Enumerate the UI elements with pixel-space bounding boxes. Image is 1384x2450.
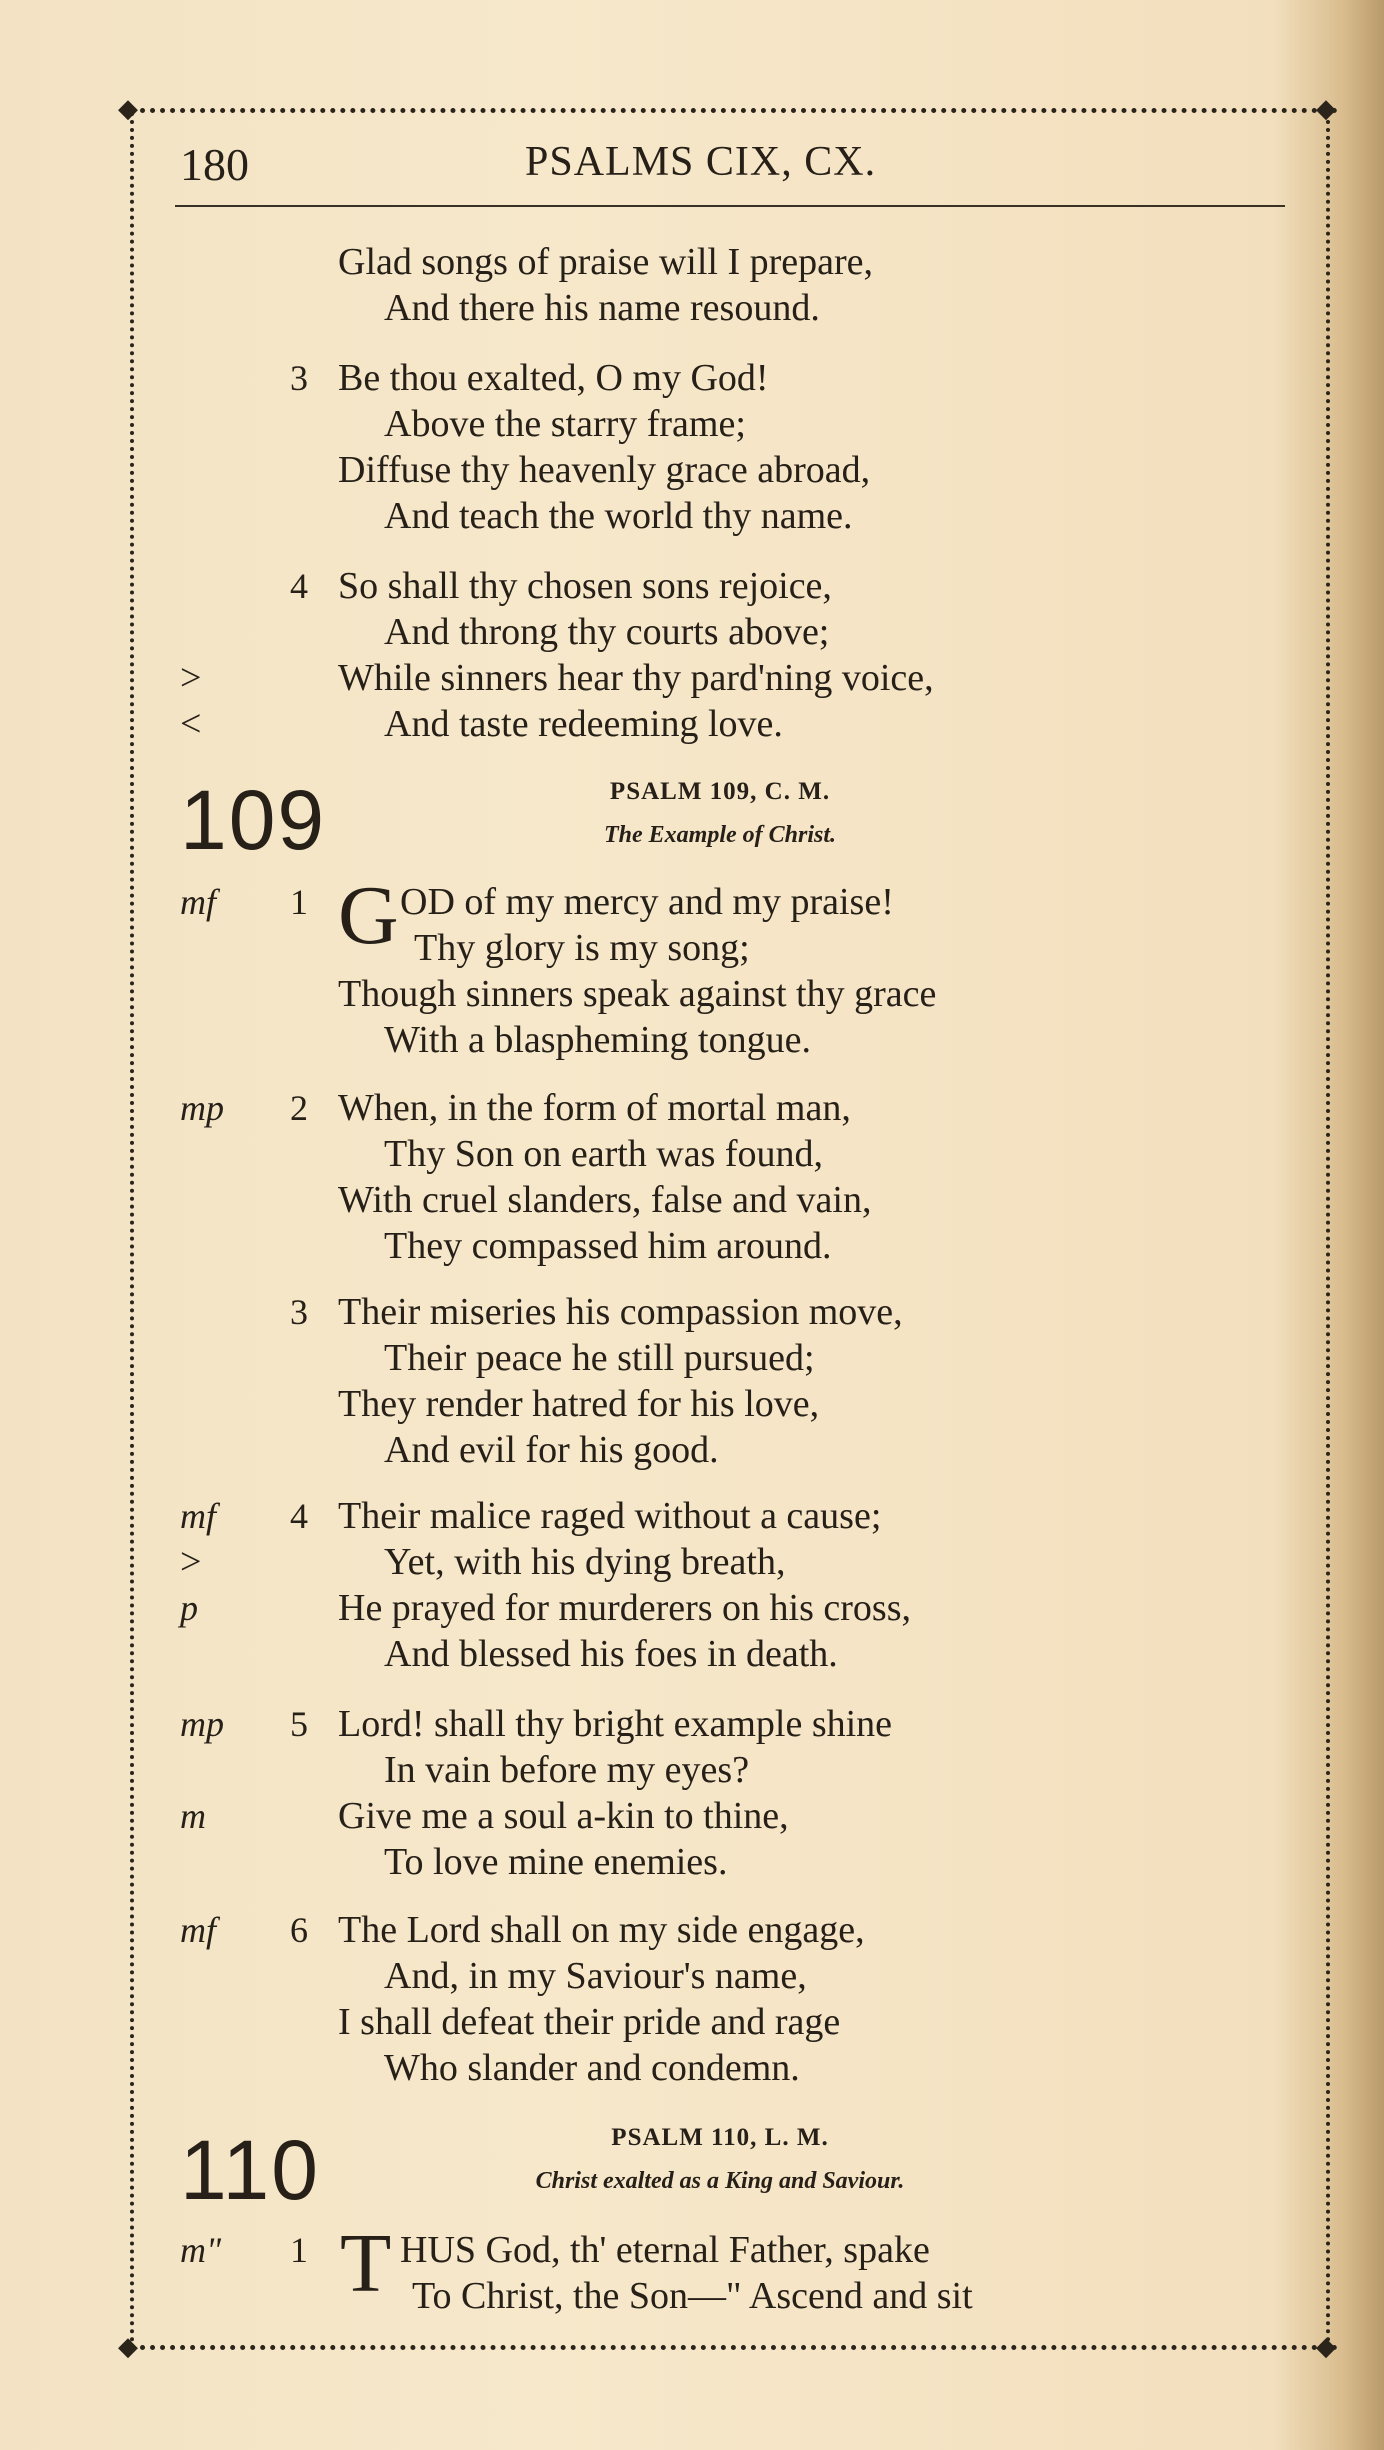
verse-line: They render hatred for his love, bbox=[338, 1383, 820, 1425]
dynamic-mark: mf bbox=[180, 882, 216, 922]
dynamic-mark: < bbox=[180, 703, 202, 745]
ornamental-border-top bbox=[120, 108, 1338, 113]
verse-line: Though sinners speak against thy grace bbox=[338, 973, 937, 1015]
verse-line: Lord! shall thy bright example shine bbox=[338, 1703, 893, 1745]
verse-line: And teach the world thy name. bbox=[384, 495, 853, 537]
verse-line: I shall defeat their pride and rage bbox=[338, 2001, 841, 2043]
verse-line: Thy Son on earth was found, bbox=[384, 1133, 824, 1175]
verse-line: So shall thy chosen sons rejoice, bbox=[338, 565, 832, 607]
verse-line: HUS God, th' eternal Father, spake bbox=[400, 2229, 930, 2271]
verse-line: Their miseries his compassion move, bbox=[338, 1291, 903, 1333]
corner-ornament-bottom-right: ◆ bbox=[1316, 2332, 1336, 2361]
drop-cap: T bbox=[340, 2217, 392, 2310]
dynamic-mark: mf bbox=[180, 1910, 216, 1950]
verse-line: And there his name resound. bbox=[384, 287, 820, 329]
verse-line: Thy glory is my song; bbox=[414, 927, 750, 969]
verse-line: While sinners hear thy pard'ning voice, bbox=[338, 657, 934, 699]
psalm-title: PSALM 110, L. M. bbox=[611, 2124, 829, 2151]
verse-number: 3 bbox=[290, 358, 308, 398]
verse-line: Their peace he still pursued; bbox=[384, 1337, 815, 1379]
verse-line: He prayed for murderers on his cross, bbox=[338, 1587, 911, 1629]
drop-cap: G bbox=[338, 869, 399, 962]
verse-number: 4 bbox=[290, 1496, 308, 1536]
verse-line: And, in my Saviour's name, bbox=[384, 1955, 807, 1997]
header-rule bbox=[175, 205, 1285, 207]
verse-line: To Christ, the Son—" Ascend and sit bbox=[412, 2275, 973, 2317]
dynamic-mark: mf bbox=[180, 1496, 216, 1536]
verse-line: Give me a soul a-kin to thine, bbox=[338, 1795, 789, 1837]
verse-line: Glad songs of praise will I prepare, bbox=[338, 241, 874, 283]
ornamental-border-left bbox=[130, 112, 134, 2344]
corner-ornament-bottom-left: ◆ bbox=[118, 2332, 138, 2361]
dynamic-mark: > bbox=[180, 657, 202, 699]
psalm-subtitle: Christ exalted as a King and Saviour. bbox=[535, 2168, 905, 2194]
verse-line: And taste redeeming love. bbox=[384, 703, 783, 745]
verse-line: And evil for his good. bbox=[384, 1429, 719, 1471]
dynamic-mark: m" bbox=[180, 2230, 222, 2270]
verse-number: 1 bbox=[290, 2230, 308, 2270]
dynamic-mark: p bbox=[180, 1588, 198, 1628]
psalm-subtitle: The Example of Christ. bbox=[603, 822, 837, 848]
verse-line: Diffuse thy heavenly grace abroad, bbox=[338, 449, 871, 491]
verse-line: To love mine enemies. bbox=[384, 1841, 728, 1883]
psalm-number-large: 109 bbox=[180, 773, 327, 867]
running-head: PSALMS CIX, CX. bbox=[525, 139, 877, 185]
verse-number: 1 bbox=[290, 882, 308, 922]
verse-line: OD of my mercy and my praise! bbox=[400, 881, 894, 923]
verse-number: 4 bbox=[290, 566, 308, 606]
verse-line: And blessed his foes in death. bbox=[384, 1633, 838, 1675]
verse-line: In vain before my eyes? bbox=[384, 1749, 750, 1791]
verse-line: Be thou exalted, O my God! bbox=[338, 357, 769, 399]
verse-line: They compassed him around. bbox=[384, 1225, 832, 1267]
verse-number: 5 bbox=[290, 1704, 308, 1744]
verse-line: With cruel slanders, false and vain, bbox=[338, 1179, 872, 1221]
dynamic-mark: > bbox=[180, 1541, 202, 1583]
verse-line: When, in the form of mortal man, bbox=[338, 1087, 851, 1129]
psalm-number-large: 110 bbox=[180, 2123, 320, 2217]
verse-line: The Lord shall on my side engage, bbox=[338, 1909, 865, 1951]
corner-ornament-top-left: ◆ bbox=[118, 94, 138, 123]
dynamic-mark: mp bbox=[180, 1088, 224, 1128]
corner-ornament-top-right: ◆ bbox=[1316, 94, 1336, 123]
verse-line: With a blaspheming tongue. bbox=[384, 1019, 811, 1061]
psalm-title: PSALM 109, C. M. bbox=[609, 778, 831, 805]
verse-number: 3 bbox=[290, 1292, 308, 1332]
dynamic-mark: m bbox=[180, 1796, 206, 1836]
verse-line: Above the starry frame; bbox=[384, 403, 746, 445]
verse-line: Yet, with his dying breath, bbox=[384, 1541, 786, 1583]
verse-number: 6 bbox=[290, 1910, 308, 1950]
dynamic-mark: mp bbox=[180, 1704, 224, 1744]
verse-line: And throng thy courts above; bbox=[384, 611, 830, 653]
ornamental-border-right bbox=[1326, 112, 1330, 2344]
verse-number: 2 bbox=[290, 1088, 308, 1128]
page-number: 180 bbox=[180, 139, 249, 190]
verse-line: Who slander and condemn. bbox=[384, 2047, 800, 2089]
verse-line: Their malice raged without a cause; bbox=[338, 1495, 882, 1537]
ornamental-border-bottom bbox=[120, 2345, 1338, 2350]
